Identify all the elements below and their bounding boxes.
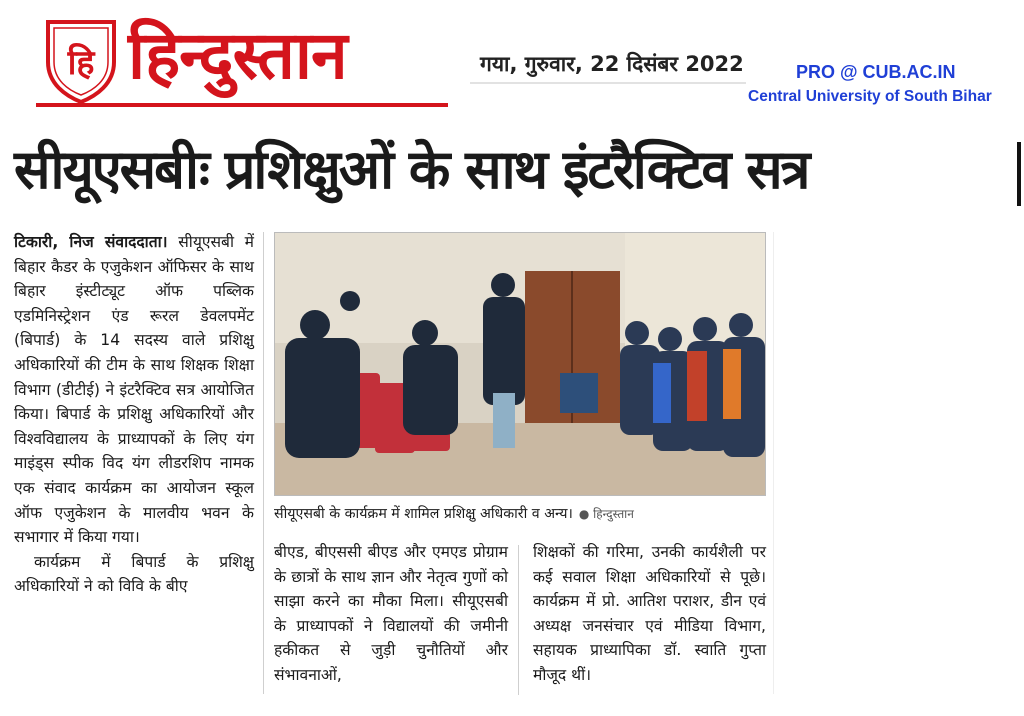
pro-tag: PRO @ CUB.AC.IN <box>796 62 956 82</box>
newspaper-logo <box>44 18 118 104</box>
column-divider <box>518 545 519 695</box>
dateline: गया, गुरुवार, 22 दिसंबर 2022 <box>480 52 744 76</box>
column-2-text: बीएड, बीएससी बीएड और एमएड प्रोग्राम के छात्रों के साथ ज्ञान और नेतृत्व गुणों को साझा करने का मौका मिला। सीयूएसबी के प्राध्यापकों ने विद्यालयों की जमीनी हकीकत से जुड़ी चुनौतियों और संभावनाओं, <box>274 543 508 684</box>
photo-caption <box>274 504 634 523</box>
event-photo <box>274 232 766 496</box>
masthead-rule <box>36 103 448 107</box>
column-1-text: सीयूएसबी में बिहार कैडर के एजुकेशन ऑफिसर के साथ बिहार इंस्टीट्यूट ऑफ पब्लिक एडमिनिस्ट्रेशन एंड रूरल डेवलपमेंट (बिपार्ड) के 14 सदस्य वाले प्रशिक्षु अधिकारियों की टीम के साथ शिक्षक शिक्षा विभाग (डीटीई) ने इंटरैक्टिव सत्र आयोजित किया। बिपार्ड के प्रशिक्षु अधिकारियों और विश्वविद्यालय के प्राध्यापकों के लिए यंग माइंड्स स्पीक विद यंग लीडरशिप नामक एक संवाद कार्यक्रम का आयोजन स्कूल ऑफ एजुकेशन के मालवीय भवन के सभागार में किया गया। <box>14 233 255 547</box>
university-tag: Central University of South Bihar <box>748 88 992 105</box>
headline-edge-bar <box>1017 142 1021 206</box>
caption-text: सीयूएसबी के कार्यक्रम में शामिल प्रशिक्षु अधिकारी व अन्य। <box>274 506 573 522</box>
article-column-1 <box>14 230 254 599</box>
column-divider <box>773 232 774 694</box>
article-column-3 <box>533 540 766 688</box>
article-paragraph-2: कार्यक्रम में बिपार्ड के प्रशिक्षु अधिकारियों ने को विवि के बीए <box>14 552 254 596</box>
masthead-title: हिन्दुस्तान <box>128 17 347 94</box>
article-column-2 <box>274 540 508 688</box>
dateline-rule <box>470 82 746 84</box>
photo-credit: ● हिन्दुस्तान <box>578 507 634 521</box>
article-headline: सीयूएसबीः प्रशिक्षुओं के साथ इंटरैक्टिव सत्र <box>14 138 809 201</box>
article-paragraph-1 <box>14 230 254 550</box>
column-divider <box>263 232 264 694</box>
logo-glyph: हि <box>67 43 95 83</box>
byline: टिकारी, निज संवाददाता। <box>14 233 168 251</box>
column-3-text: शिक्षकों की गरिमा, उनकी कार्यशैली पर कई सवाल शिक्षा अधिकारियों से पूछे। कार्यक्रम में प्रो. आतिश पराशर, डीन एवं अध्यक्ष जनसंचार एवं मीडिया विभाग, सहायक प्राध्यापिका डॉ. स्वाति गुप्ता मौजूद थीं। <box>533 543 766 684</box>
